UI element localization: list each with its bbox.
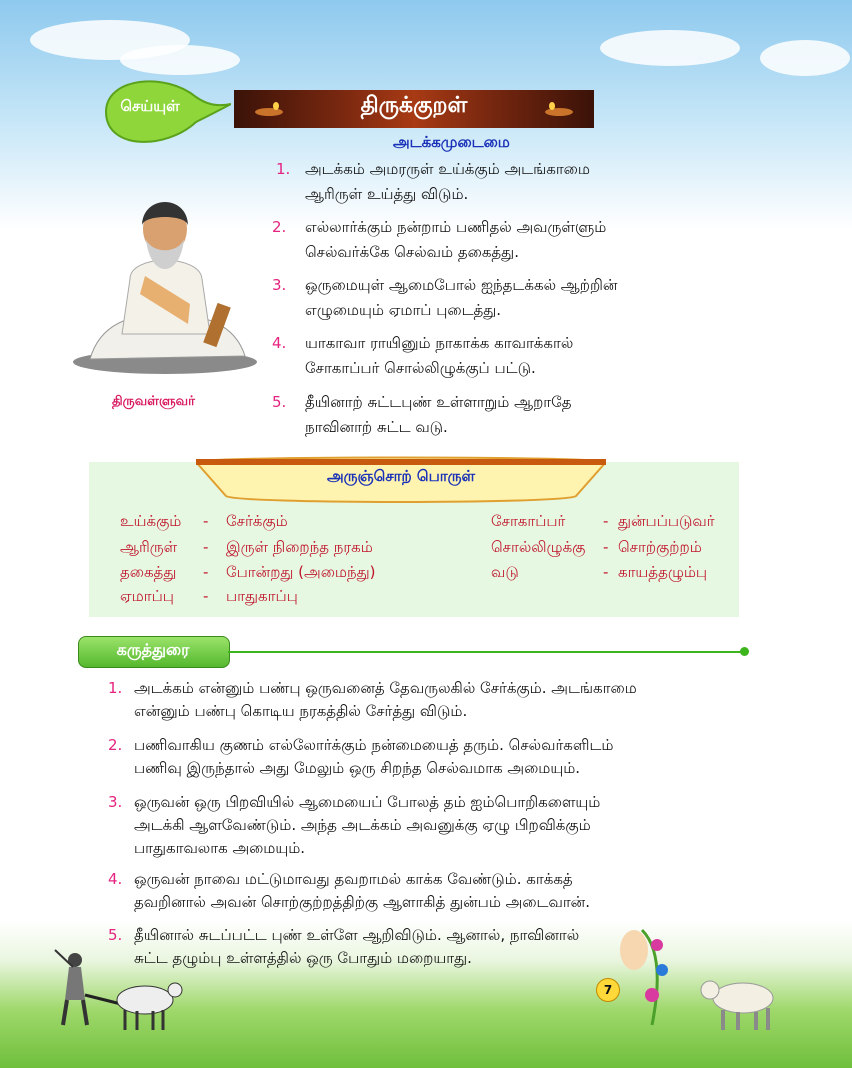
meaning-line: அடக்கம் என்னும் பண்பு ஒருவனைத் தேவருலகில் சேர்க்கும். அடங்காமை: [134, 679, 637, 697]
verse-line: நாவினாற் சுட்ட வடு.: [305, 418, 448, 436]
verse-line: எல்லார்க்கும் நன்றாம் பணிதல் அவருள்ளும்: [305, 218, 607, 236]
glossary-word: ஆரிருள்: [120, 538, 178, 556]
meaning-number: 3.: [108, 793, 123, 811]
verse-number: 3.: [272, 276, 287, 294]
glossary-title: அருஞ்சொற் பொருள்: [326, 467, 476, 485]
glossary-separator: -: [203, 587, 209, 605]
meaning-number: 5.: [108, 926, 123, 944]
glossary-meaning: காயத்தழும்பு: [618, 563, 708, 581]
verse-number: 5.: [272, 393, 287, 411]
meaning-line: ஒருவன் ஒரு பிறவியில் ஆமையைப் போலத் தம் ஐம்பொறிகளையும்: [134, 793, 601, 811]
glossary-separator: -: [203, 563, 209, 581]
glossary-word: ஏமாப்பு: [120, 587, 174, 605]
page-title: திருக்குறள்: [360, 93, 468, 118]
meaning-number: 2.: [108, 736, 123, 754]
glossary-word: உய்க்கும்: [120, 512, 182, 530]
section-label: செய்யுள்: [120, 97, 180, 115]
verse-number: 4.: [272, 334, 287, 352]
divider-dot: [740, 647, 749, 656]
glossary-separator: -: [203, 538, 209, 556]
cloud: [600, 30, 740, 66]
verse-line: ஒருமையுள் ஆமைபோல் ஐந்தடக்கல் ஆற்றின்: [305, 276, 618, 294]
glossary-separator: -: [603, 563, 609, 581]
verse-line: தீயினாற் சுட்டபுண் உள்ளாறும் ஆறாதே: [305, 393, 572, 411]
glossary-meaning: போன்றது (அமைந்து): [226, 563, 376, 581]
meaning-line: என்னும் பண்பு கொடிய நரகத்தில் சேர்த்து விடும்.: [134, 702, 468, 720]
glossary-meaning: சேர்க்கும்: [226, 512, 288, 530]
verse-line: யாகாவா ராயினும் நாகாக்க காவாக்கால்: [305, 334, 574, 352]
meaning-line: பணிவாகிய குணம் எல்லோர்க்கும் நன்மையைத் தரும். செல்வர்களிடம்: [134, 736, 614, 754]
glossary-meaning: சொற்குற்றம்: [618, 538, 702, 556]
meaning-line: தீயினால் சுடப்பட்ட புண் உள்ளே ஆறிவிடும். ஆனால், நாவினால்: [134, 926, 580, 944]
chapter-title: அடக்கமுடைமை: [393, 133, 510, 151]
meaning-line: ஒருவன் நாவை மட்டுமாவது தவறாமல் காக்க வேண்டும். காக்கத்: [134, 870, 573, 888]
glossary-meaning: துன்பப்படுவர்: [618, 512, 715, 530]
cow-illustration: [698, 968, 783, 1033]
meaning-line: அடக்கி ஆளவேண்டும். அந்த அடக்கம் அவனுக்கு ஏழு பிறவிக்கும்: [134, 816, 591, 834]
meaning-line: சுட்ட தழும்பு உள்ளத்தில் ஒரு போதும் மறையாது.: [134, 949, 472, 967]
glossary-separator: -: [603, 512, 609, 530]
farmer-ploughing-illustration: [45, 945, 185, 1035]
floral-figure-illustration: [612, 915, 672, 1035]
poet-caption: திருவள்ளுவர்: [112, 394, 195, 409]
section-divider: [228, 651, 744, 653]
thiruvalluvar-portrait: [70, 184, 260, 376]
cloud: [120, 45, 240, 75]
page-number: 7: [596, 978, 620, 1002]
verse-number: 2.: [272, 218, 287, 236]
glossary-word: தகைத்து: [120, 563, 177, 581]
glossary-word: சோகாப்பர்: [491, 512, 566, 530]
verse-line: எழுமையும் ஏமாப் புடைத்து.: [305, 301, 502, 319]
verse-line: ஆரிருள் உய்த்து விடும்.: [305, 185, 469, 203]
verse-number: 1.: [276, 160, 291, 178]
glossary-meaning: பாதுகாப்பு: [226, 587, 298, 605]
meaning-line: தவறினால் அவன் சொற்குற்றத்திற்கு ஆளாகித் துன்பம் அடைவான்.: [134, 893, 590, 911]
verse-line: சோகாப்பர் சொல்லிழுக்குப் பட்டு.: [305, 359, 536, 377]
glossary-separator: -: [603, 538, 609, 556]
meaning-number: 1.: [108, 679, 123, 697]
verse-line: அடக்கம் அமரருள் உய்க்கும் அடங்காமை: [305, 160, 590, 178]
glossary-meaning: இருள் நிறைந்த நரகம்: [226, 538, 373, 556]
glossary-word: சொல்லிழுக்கு: [491, 538, 586, 556]
meaning-line: பணிவு இருந்தால் அது மேலும் ஒரு சிறந்த செல்வமாக அமையும்.: [134, 759, 581, 777]
meaning-number: 4.: [108, 870, 123, 888]
glossary-word: வடு: [491, 563, 519, 581]
meaning-section-title: கருத்துரை: [116, 640, 190, 659]
verse-line: செல்வர்க்கே செல்வம் தகைத்து.: [305, 243, 519, 261]
cloud: [760, 40, 850, 76]
meaning-line: பாதுகாவலாக அமையும்.: [134, 839, 306, 857]
glossary-separator: -: [203, 512, 209, 530]
